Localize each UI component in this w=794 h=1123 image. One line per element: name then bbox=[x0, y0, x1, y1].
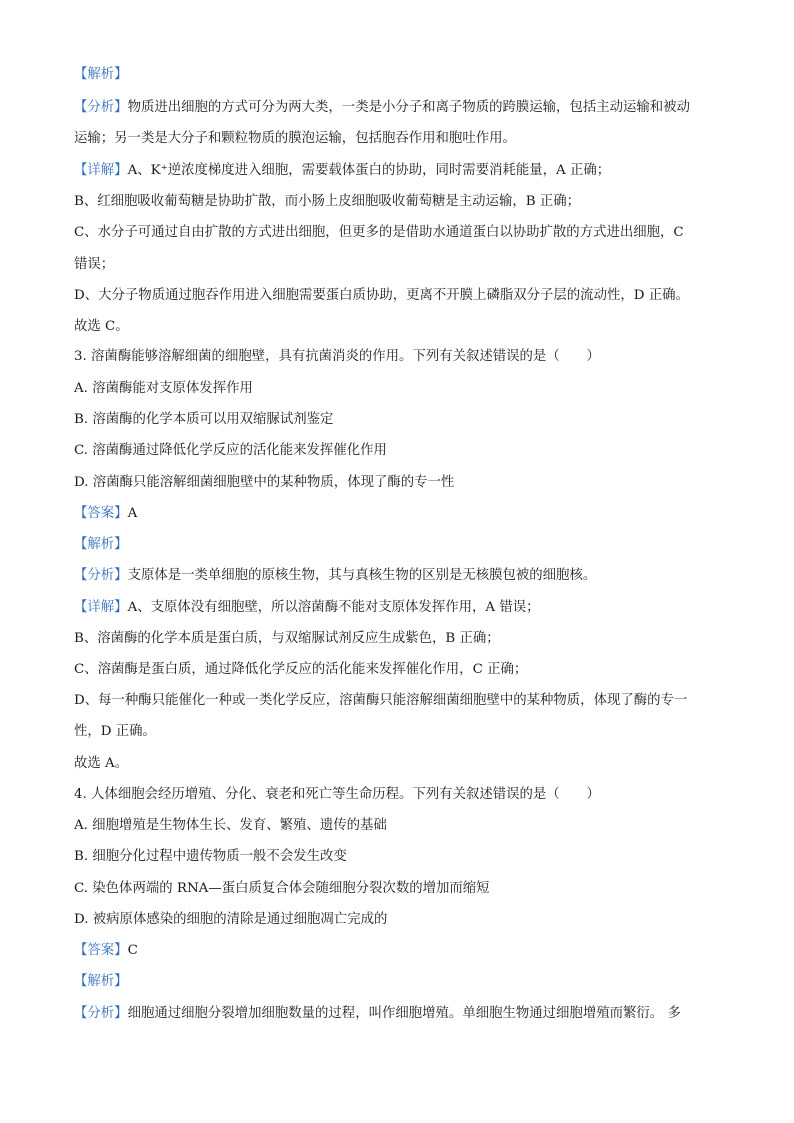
section-tag: 【答案】 bbox=[74, 943, 128, 958]
answer-4 bbox=[74, 942, 722, 960]
line-text: A、支原体没有细胞壁，所以溶菌酶不能对支原体发挥作用，A 错误； bbox=[127, 600, 540, 615]
line-7 bbox=[74, 256, 722, 274]
line-text: 4. 人体细胞会经历增殖、分化、衰老和死亡等生命历程。下列有关叙述错误的是（ ） bbox=[74, 787, 600, 802]
line-6 bbox=[74, 224, 722, 242]
line-text: D. 溶菌酶只能溶解细菌细胞壁中的某种物质，体现了酶的专一性 bbox=[74, 475, 455, 490]
line-text: C. 溶菌酶通过降低化学反应的活化能来发挥催化作用 bbox=[74, 443, 387, 458]
line-3 bbox=[74, 130, 722, 148]
question-4-option-c bbox=[74, 880, 722, 898]
question-4-option-a bbox=[74, 817, 722, 835]
line-31 bbox=[74, 1005, 722, 1023]
line-text: A. 溶菌酶能对支原体发挥作用 bbox=[74, 381, 253, 396]
line-4 bbox=[74, 162, 722, 180]
line-text: C、溶菌酶是蛋白质，通过降低化学反应的活化能来发挥催化作用，C 正确； bbox=[74, 662, 528, 677]
line-text: 性，D 正确。 bbox=[74, 724, 156, 739]
line-text: 物质进出细胞的方式可分为两大类，一类是小分子和离子物质的跨膜运输，包括主动运输和被动 bbox=[127, 100, 690, 115]
line-text: D、大分子物质通过胞吞作用进入细胞需要蛋白质协助，更离不开膜上磷脂双分子层的流动性，D 正确。 bbox=[74, 288, 689, 303]
line-text: B、红细胞吸收葡萄糖是协助扩散，而小肠上皮细胞吸收葡萄糖是主动运输，B 正确； bbox=[74, 194, 580, 209]
question-3-option-b bbox=[74, 411, 722, 429]
question-4-stem bbox=[74, 786, 722, 804]
line-text: D. 被病原体感染的细胞的清除是通过细胞凋亡完成的 bbox=[74, 912, 388, 927]
line-text: 支原体是一类单细胞的原核生物，其与真核生物的区别是无核膜包被的细胞核。 bbox=[127, 568, 597, 583]
line-text: A、K⁺逆浓度梯度进入细胞，需要载体蛋白的协助，同时需要消耗能量，A 正确； bbox=[127, 163, 611, 178]
section-tag: 【分析】 bbox=[74, 100, 128, 115]
line-22 bbox=[74, 723, 722, 741]
question-3-option-d bbox=[74, 474, 722, 492]
line-text: 细胞通过细胞分裂增加细胞数量的过程，叫作细胞增殖。单细胞生物通过细胞增殖而繁衍。 多 bbox=[127, 1006, 681, 1021]
line-18 bbox=[74, 599, 722, 617]
line-9 bbox=[74, 318, 722, 336]
line-text: D、每一种酶只能催化一种或一类化学反应，溶菌酶只能溶解细菌细胞壁中的某种物质，体现了酶的专一 bbox=[74, 693, 688, 708]
section-tag: 【解析】 bbox=[74, 537, 128, 552]
line-text: C. 染色体两端的 RNA—蛋白质复合体会随细胞分裂次数的增加而缩短 bbox=[74, 881, 490, 896]
question-3-option-c bbox=[74, 442, 722, 460]
line-16 bbox=[74, 536, 722, 554]
line-text: 故选 A。 bbox=[74, 756, 129, 771]
line-5 bbox=[74, 193, 722, 211]
line-17 bbox=[74, 567, 722, 585]
line-text: 3. 溶菌酶能够溶解细菌的细胞壁，具有抗菌消炎的作用。下列有关叙述错误的是（ ） bbox=[74, 349, 600, 364]
line-text: B. 细胞分化过程中遗传物质一般不会发生改变 bbox=[74, 849, 347, 864]
question-4-option-d bbox=[74, 911, 722, 929]
line-text: 错误； bbox=[74, 257, 115, 272]
section-tag: 【详解】 bbox=[74, 163, 128, 178]
section-tag: 【解析】 bbox=[74, 974, 128, 989]
section-tag: 【分析】 bbox=[74, 568, 128, 583]
line-19 bbox=[74, 630, 722, 648]
answer-3 bbox=[74, 505, 722, 523]
line-text: C bbox=[127, 943, 138, 958]
line-text: B. 溶菌酶的化学本质可以用双缩脲试剂鉴定 bbox=[74, 412, 334, 427]
line-text: B、溶菌酶的化学本质是蛋白质，与双缩脲试剂反应生成紫色，B 正确； bbox=[74, 631, 500, 646]
line-2 bbox=[74, 99, 722, 117]
line-text: A bbox=[127, 506, 138, 521]
line-text: A. 细胞增殖是生物体生长、发育、繁殖、遗传的基础 bbox=[74, 818, 387, 833]
question-3-stem bbox=[74, 348, 722, 366]
line-30 bbox=[74, 973, 722, 991]
line-23 bbox=[74, 755, 722, 773]
line-21 bbox=[74, 692, 722, 710]
line-text: 故选 C。 bbox=[74, 319, 129, 334]
line-8 bbox=[74, 287, 722, 305]
question-4-option-b bbox=[74, 848, 722, 866]
line-20 bbox=[74, 661, 722, 679]
question-3-option-a bbox=[74, 380, 722, 398]
section-tag: 【分析】 bbox=[74, 1006, 128, 1021]
line-1 bbox=[74, 66, 722, 84]
section-tag: 【答案】 bbox=[74, 506, 128, 521]
section-tag: 【详解】 bbox=[74, 600, 128, 615]
line-text: 运输；另一类是大分子和颗粒物质的膜泡运输，包括胞吞作用和胞吐作用。 bbox=[74, 131, 516, 146]
section-tag: 【解析】 bbox=[74, 67, 128, 82]
line-text: C、水分子可通过自由扩散的方式进出细胞，但更多的是借助水通道蛋白以协助扩散的方式进出细胞，C bbox=[74, 225, 684, 240]
